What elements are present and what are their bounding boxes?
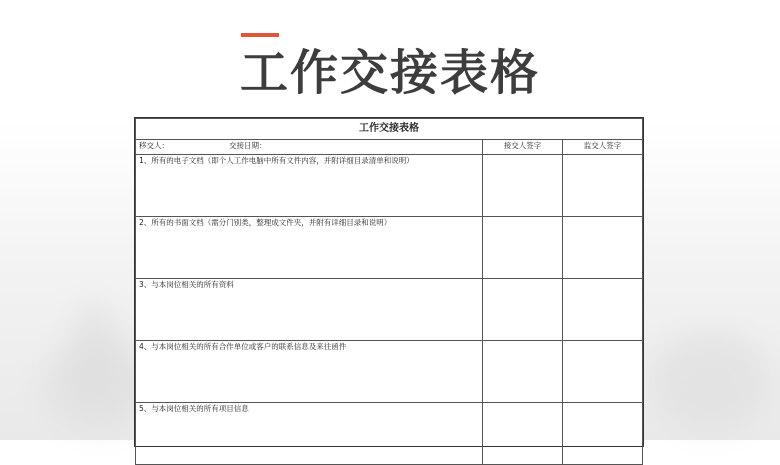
form-row-item: 3、与本岗位相关的所有资料 [136,279,483,341]
supervisor-signature-header: 监交人签字 [563,140,643,155]
transferor-label: 移交人： [139,141,169,150]
title-accent-bar [241,33,279,37]
receiver-signature-cell[interactable] [483,217,563,279]
form-title: 工作交接表格 [136,119,643,140]
supervisor-signature-cell[interactable] [563,403,643,465]
background-decoration [650,330,770,430]
form-header-row [136,140,643,155]
form-header-info [136,140,483,155]
receiver-signature-header: 接交人签字 [483,140,563,155]
form-row-item: 2、所有的书面文档（需分门别类，整理成文件夹，并附有详细目录和说明） [136,217,483,279]
form-row [136,341,643,403]
form-row [136,403,643,465]
slide-title: 工作交接表格 [239,45,540,101]
receiver-signature-cell[interactable] [483,403,563,465]
form-row-item: 4、与本岗位相关的所有合作单位或客户的联系信息及来往函件 [136,341,483,403]
form-row [136,217,643,279]
receiver-signature-cell[interactable] [483,341,563,403]
form-row [136,279,643,341]
supervisor-signature-cell[interactable] [563,279,643,341]
form-row-item: 5、与本岗位相关的所有项目信息 [136,403,483,465]
supervisor-signature-cell[interactable] [563,217,643,279]
handover-date-label: 交接日期： [229,141,267,150]
handover-form-document [134,117,644,447]
supervisor-signature-cell[interactable] [563,155,643,217]
handover-form-table [135,118,643,465]
receiver-signature-cell[interactable] [483,155,563,217]
background-decoration [70,300,120,410]
receiver-signature-cell[interactable] [483,279,563,341]
form-row-item: 1、所有的电子文档（即个人工作电脑中所有文件内容，并附详细目录清单和说明） [136,155,483,217]
form-row [136,155,643,217]
supervisor-signature-cell[interactable] [563,341,643,403]
